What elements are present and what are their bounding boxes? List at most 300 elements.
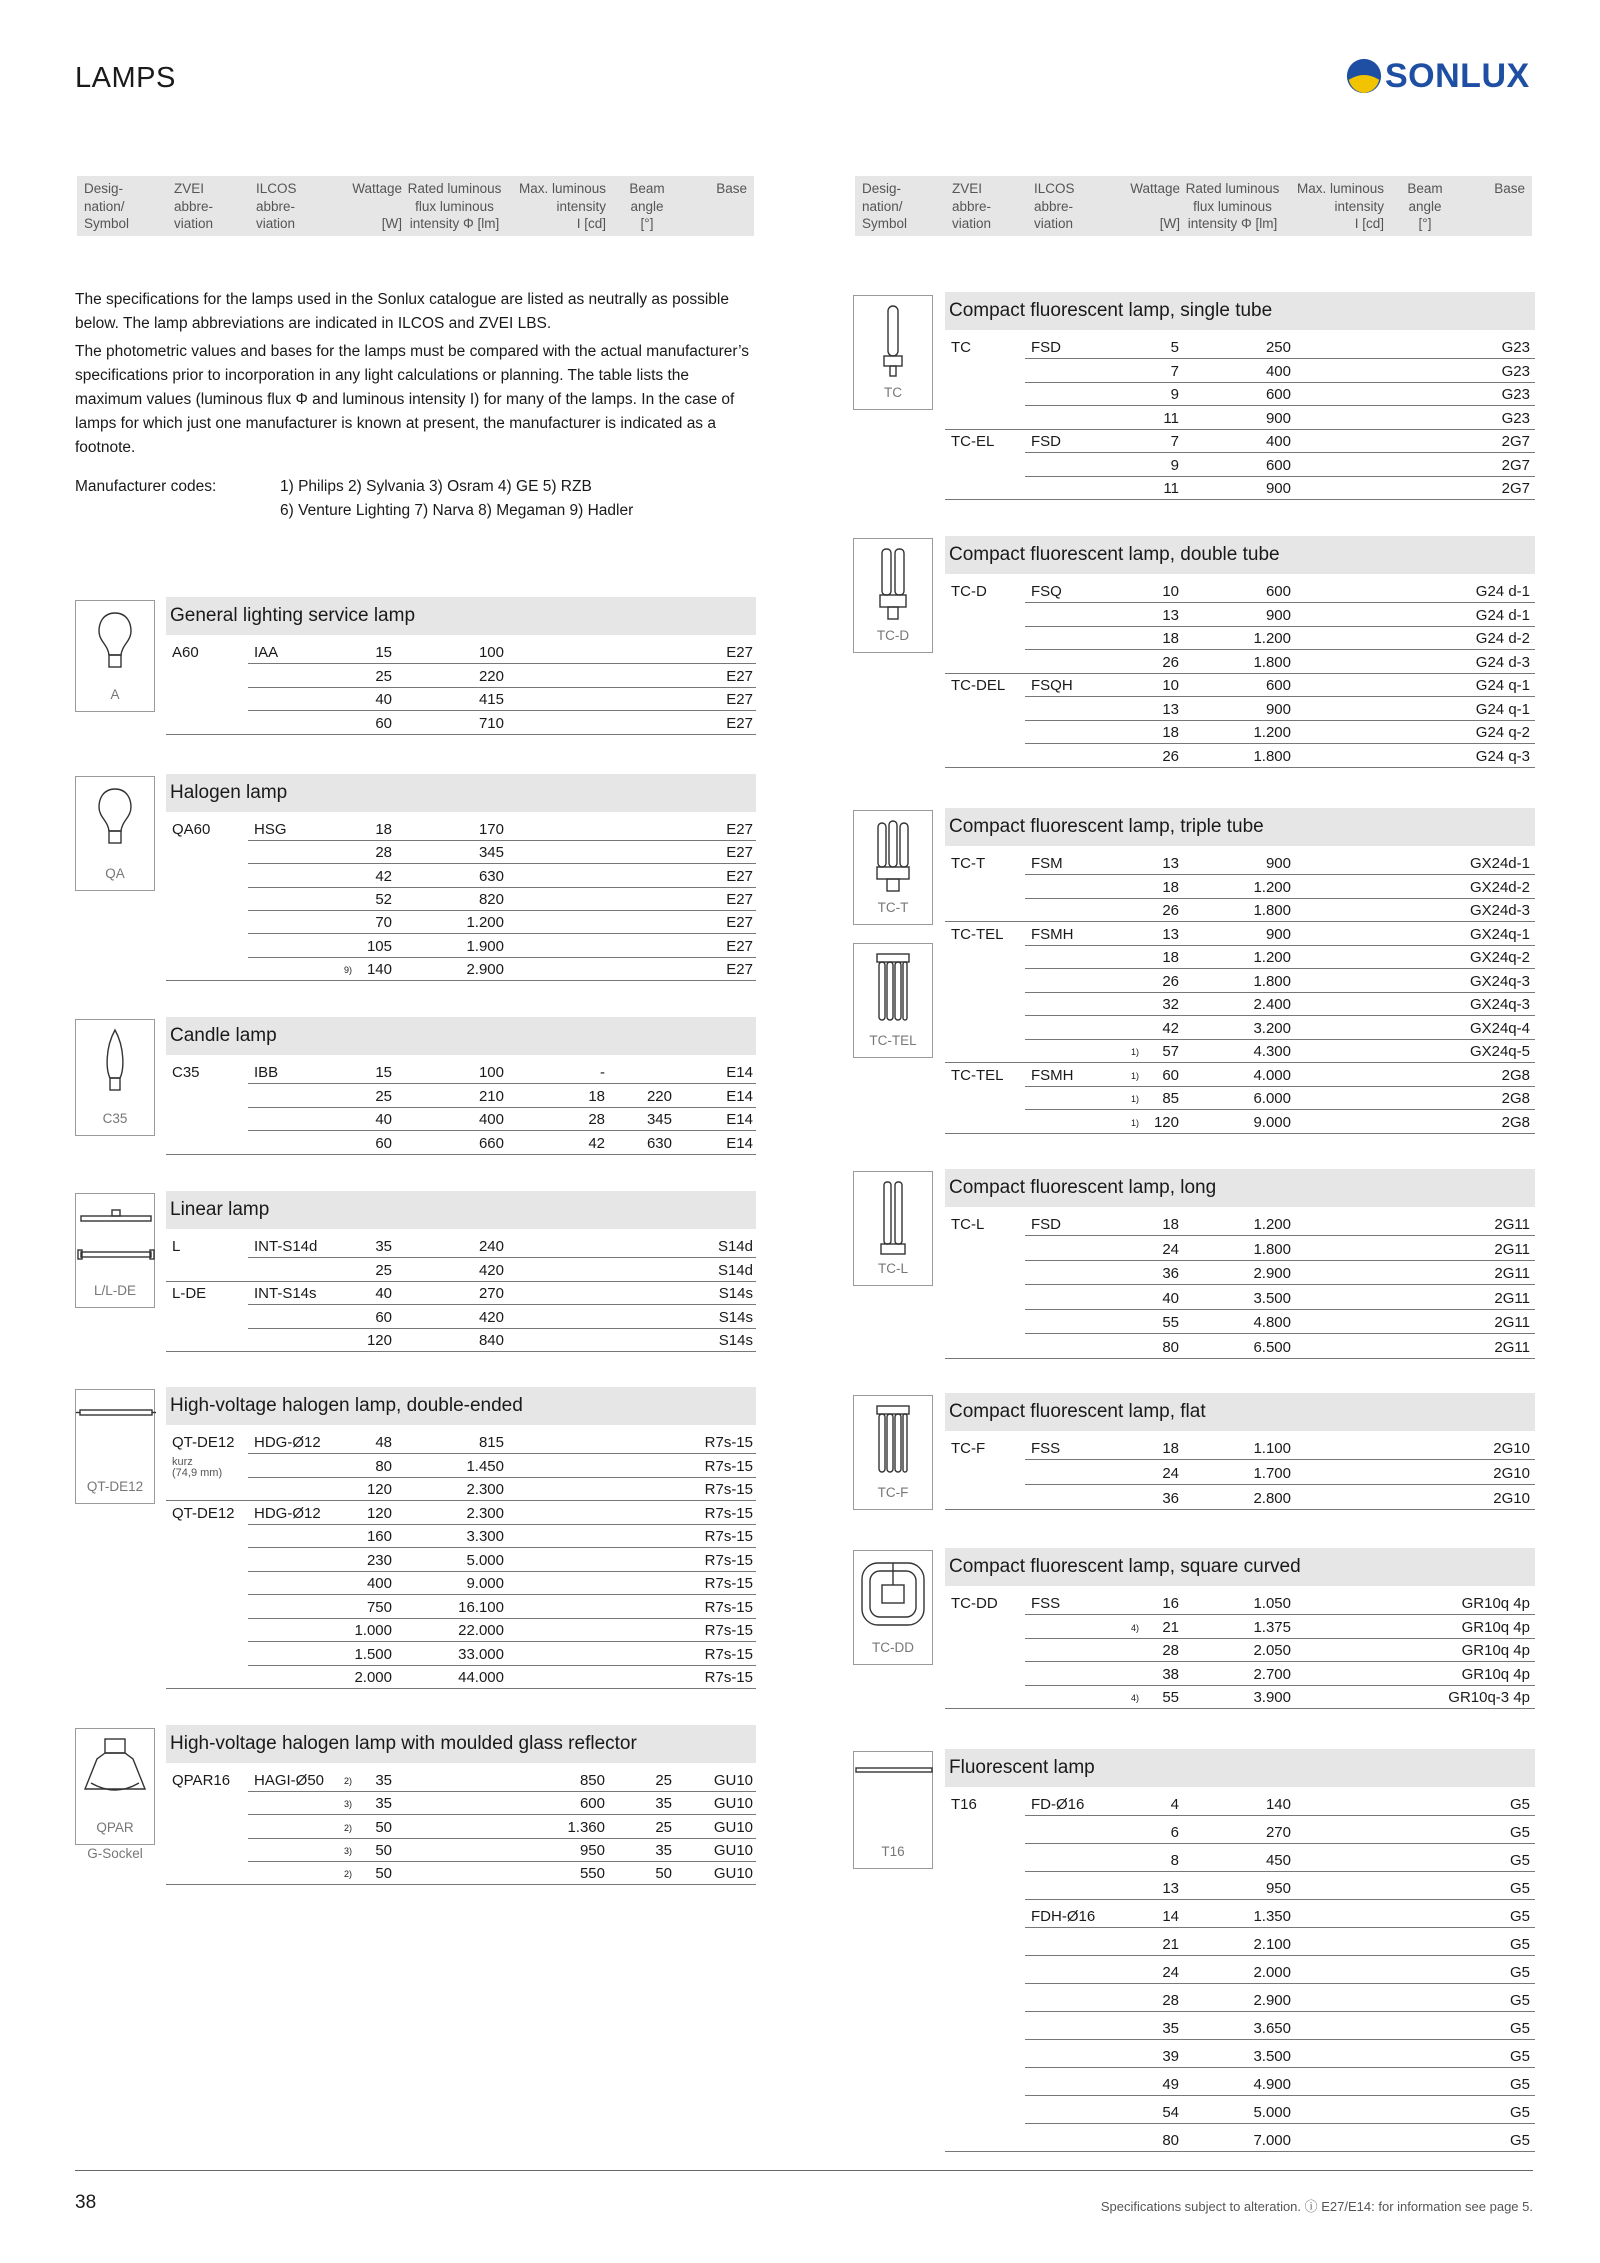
base-cell: 2G11 (1494, 1265, 1530, 1282)
table-row (0, 2101, 1600, 2124)
flux-cell: 6.000 (1253, 1090, 1291, 1107)
wattage-cell: 28 (1162, 1992, 1179, 2009)
ilcos-cell: HSG (254, 821, 287, 838)
wattage-cell: 18 (1162, 1440, 1179, 1457)
table-row (0, 336, 1600, 359)
designation-cell: TC-EL (951, 433, 995, 450)
col-ilcos: ILCOS abbre- viation (256, 181, 297, 231)
flux-cell: 1.900 (466, 937, 504, 955)
flux-cell: 4.800 (1253, 1314, 1291, 1331)
wattage-cell: 80 (1162, 2132, 1179, 2149)
table-row (0, 1905, 1600, 1928)
wattage-cell: 8 (1170, 1852, 1179, 1869)
table-row (0, 1525, 1600, 1548)
designation-cell: QPAR16 (172, 1772, 231, 1789)
table-row (0, 1087, 1600, 1110)
wattage-cell: 85 (1162, 1090, 1179, 1107)
base-cell: 2G11 (1494, 1338, 1530, 1356)
base-cell: GR10q-3 4p (1448, 1689, 1530, 1706)
manufacturer-footnote: 1) (1130, 1094, 1139, 1104)
wattage-cell: 24 (1162, 1240, 1179, 1258)
flux-cell: 400 (1265, 433, 1291, 450)
base-cell: E27 (726, 844, 753, 862)
table-row (0, 2045, 1600, 2068)
row-rule (1025, 1284, 1535, 1285)
wattage-cell: 50 (375, 1818, 392, 1836)
base-cell: G5 (1509, 1964, 1530, 1981)
base-cell: GU10 (713, 1795, 753, 1813)
flux-cell: 1.800 (1253, 972, 1291, 990)
base-cell: E27 (726, 890, 753, 908)
base-cell: GR10q 4p (1461, 1618, 1530, 1636)
lamp-section-title: Halogen lamp (166, 774, 756, 812)
flux-cell: 1.050 (1253, 1595, 1291, 1612)
table-row (0, 1686, 1600, 1709)
intensity-cell: 850 (579, 1772, 605, 1789)
table-row (0, 627, 1600, 650)
table-row (0, 1238, 1600, 1261)
manufacturer-codes-line: 1) Philips 2) Sylvania 3) Osram 4) GE 5) RZB (280, 478, 592, 495)
ilcos-cell: FDH-Ø16 (1031, 1908, 1096, 1925)
flux-cell: 1.800 (1253, 653, 1291, 671)
wattage-cell: 26 (1162, 972, 1179, 990)
table-row (0, 2073, 1600, 2096)
flux-cell: 900 (1265, 925, 1291, 943)
flux-cell: 400 (1265, 362, 1291, 380)
col-flux: Rated luminous flux luminous intensity Φ [lm] (407, 181, 502, 231)
wattage-cell: 36 (1162, 1265, 1179, 1282)
table-row (0, 1437, 1600, 1460)
wattage-cell: 230 (366, 1551, 392, 1569)
table-row (0, 1040, 1600, 1063)
lamp-symbol-caption: TC (884, 385, 902, 400)
base-cell: S14d (717, 1261, 753, 1279)
flux-cell: 420 (478, 1308, 504, 1326)
base-cell: GU10 (713, 1818, 753, 1836)
flux-cell: 900 (1265, 606, 1291, 624)
base-cell: G5 (1509, 1880, 1530, 1897)
flux-cell: 1.200 (1253, 630, 1291, 647)
flux-cell: 950 (1265, 1880, 1291, 1897)
base-cell: G5 (1509, 1796, 1530, 1813)
flux-cell: 7.000 (1253, 2132, 1291, 2149)
designation-cell: T16 (951, 1796, 977, 1813)
flux-cell: 2.900 (466, 960, 504, 978)
flux-cell: 450 (1265, 1852, 1291, 1869)
table-row (0, 1311, 1600, 1334)
manufacturer-codes-label: Manufacturer codes: (75, 478, 217, 495)
designation-cell: C35 (172, 1064, 200, 1081)
designation-cell: TC-L (951, 1216, 985, 1233)
wattage-cell: 7 (1170, 433, 1179, 450)
lamp-symbol-caption: QT-DE12 (86, 1479, 144, 1494)
wattage-cell: 13 (1162, 700, 1179, 718)
base-cell: E27 (726, 714, 753, 732)
flux-cell: 140 (1265, 1796, 1291, 1813)
wattage-cell: 21 (1162, 1618, 1179, 1636)
row-rule (945, 2151, 1535, 2152)
base-cell: G24 d-1 (1475, 583, 1530, 600)
base-cell: G23 (1501, 339, 1530, 356)
base-cell: 2G8 (1501, 1090, 1530, 1107)
wattage-cell: 25 (375, 667, 392, 685)
flux-cell: 2.300 (466, 1504, 504, 1522)
flux-cell: 820 (478, 890, 504, 908)
flux-cell: 815 (478, 1434, 504, 1451)
flux-cell: 1.350 (1253, 1908, 1291, 1925)
base-cell: GX24d-2 (1469, 878, 1530, 896)
intro-paragraph: The specifications for the lamps used in the Sonlux catalogue are listed as neutrally as possible below. The lamp abbreviations are indicated in ILCOS and ZVEI LBS. (75, 291, 729, 332)
col-beam: Beam angle [°] (1407, 181, 1443, 231)
ilcos-cell: HDG-Ø12 (254, 1504, 321, 1522)
table-row (0, 1213, 1600, 1236)
flux-cell: 1.200 (1253, 949, 1291, 966)
base-cell: G5 (1509, 1824, 1530, 1841)
designation-cell: QT-DE12 (172, 1434, 235, 1451)
ilcos-cell: HAGI-Ø50 (254, 1772, 325, 1789)
lamp-symbol-caption: T16 (881, 1844, 905, 1859)
ilcos-cell: FSD (1031, 433, 1061, 450)
flux-cell: 600 (1265, 677, 1291, 694)
wattage-cell: 120 (366, 1504, 392, 1522)
flux-cell: 2.900 (1253, 1265, 1291, 1282)
intensity-cell: 550 (579, 1865, 605, 1883)
flux-cell: 4.000 (1253, 1066, 1291, 1084)
base-cell: E27 (726, 691, 753, 708)
flux-cell: 9.000 (1253, 1113, 1291, 1131)
wattage-cell: 750 (366, 1598, 392, 1616)
wattage-cell: 80 (375, 1457, 392, 1475)
beam-angle-cell: 25 (655, 1818, 672, 1836)
base-cell: 2G7 (1501, 456, 1530, 474)
flux-cell: 22.000 (458, 1622, 504, 1639)
flux-cell: 250 (1265, 339, 1291, 356)
flux-cell: 100 (478, 1064, 504, 1081)
base-cell: G23 (1501, 362, 1530, 380)
wattage-cell: 60 (375, 714, 392, 732)
lamp-section-title: Compact fluorescent lamp, double tube (945, 536, 1535, 574)
row-rule (1025, 1899, 1535, 1900)
table-row (0, 674, 1600, 697)
col-ilcos: ILCOS abbre- viation (1034, 181, 1075, 231)
base-cell: 2G8 (1501, 1113, 1530, 1131)
flux-cell: 2.000 (1253, 1964, 1291, 1981)
row-rule (945, 1133, 1535, 1134)
wattage-cell: 49 (1162, 2076, 1179, 2093)
flux-cell: 270 (1265, 1824, 1291, 1841)
wattage-cell: 1.500 (354, 1645, 392, 1663)
flux-cell: 270 (478, 1285, 504, 1302)
wattage-cell: 9 (1170, 456, 1179, 474)
row-rule (1025, 1843, 1535, 1844)
table-row (0, 1111, 1600, 1134)
ilcos-cell: FSD (1031, 339, 1061, 356)
base-cell: S14d (717, 1238, 753, 1255)
beam-angle-cell: 630 (646, 1134, 672, 1152)
flux-cell: 1.450 (466, 1457, 504, 1475)
col-base: Base (1494, 181, 1525, 196)
wattage-cell: 15 (375, 644, 392, 661)
col-beam: Beam angle [°] (629, 181, 665, 231)
base-cell: R7s-15 (704, 1645, 753, 1663)
wattage-cell: 18 (1162, 630, 1179, 647)
table-row (0, 651, 1600, 674)
table-row (0, 1336, 1600, 1359)
row-rule (1025, 1815, 1535, 1816)
table-row (0, 430, 1600, 453)
flux-cell: 600 (1265, 386, 1291, 403)
base-cell: G5 (1509, 2048, 1530, 2065)
flux-cell: 1.200 (1253, 1216, 1291, 1233)
table-row (0, 407, 1600, 430)
flux-cell: 6.500 (1253, 1338, 1291, 1356)
base-cell: GX24q-1 (1469, 925, 1530, 943)
manufacturer-footnote: 2) (343, 1776, 352, 1786)
flux-cell: 3.650 (1253, 2020, 1291, 2037)
flux-cell: 3.200 (1253, 1019, 1291, 1037)
table-row (0, 946, 1600, 969)
designation-cell: L-DE (172, 1285, 207, 1302)
manufacturer-footnote: 1) (1130, 1117, 1139, 1128)
flux-cell: 1.800 (1253, 1240, 1291, 1258)
flux-cell: 420 (478, 1261, 504, 1279)
flux-cell: 5.000 (1253, 2104, 1291, 2121)
wattage-cell: 28 (1162, 1642, 1179, 1659)
flux-cell: 900 (1265, 409, 1291, 427)
row-rule (1025, 1260, 1535, 1261)
flux-cell: 3.500 (1253, 2048, 1291, 2065)
wattage-cell: 11 (1163, 409, 1179, 427)
base-cell: GX24q-2 (1469, 949, 1530, 966)
flux-cell: 2.700 (1253, 1665, 1291, 1683)
col-intensity: Max. luminous intensity I [cd] (1296, 181, 1384, 231)
base-cell: R7s-15 (704, 1622, 753, 1639)
base-cell: 2G10 (1493, 1440, 1530, 1457)
intensity-cell: 18 (588, 1087, 605, 1105)
wattage-cell: 52 (375, 890, 392, 908)
wattage-cell: 60 (375, 1134, 392, 1152)
col-desig: Desig- nation/ Symbol (84, 181, 130, 231)
designation-cell: TC-DD (951, 1595, 998, 1612)
wattage-cell: 10 (1162, 677, 1179, 694)
intensity-cell: 950 (579, 1841, 605, 1859)
lamp-symbol-caption: QPAR (96, 1820, 134, 1835)
lamp-section-title: General lighting service lamp (166, 597, 756, 635)
wattage-cell: 35 (1162, 2020, 1179, 2037)
flux-cell: 2.800 (1253, 1490, 1291, 1507)
table-row (0, 721, 1600, 744)
designation-cell: TC-TEL (951, 925, 1004, 943)
wattage-cell: 14 (1162, 1908, 1179, 1925)
flux-cell: 1.200 (1253, 724, 1291, 741)
flux-cell: 400 (478, 1111, 504, 1128)
flux-cell: 16.100 (458, 1598, 504, 1616)
beam-angle-cell: 35 (655, 1795, 672, 1813)
wattage-cell: 120 (1153, 1113, 1179, 1131)
flux-cell: 2.400 (1253, 996, 1291, 1013)
lamp-symbol-caption: TC-L (878, 1261, 908, 1276)
base-cell: E27 (726, 667, 753, 685)
wattage-cell: 18 (375, 821, 392, 838)
row-rule (945, 499, 1535, 500)
base-cell: GR10q 4p (1461, 1642, 1530, 1659)
base-cell: GX24q-5 (1469, 1043, 1530, 1060)
wattage-cell: 36 (1162, 1490, 1179, 1507)
flux-cell: 1.200 (466, 914, 504, 932)
flux-cell: 4.300 (1253, 1043, 1291, 1060)
wattage-cell: 7 (1170, 362, 1179, 380)
flux-cell: 240 (478, 1238, 504, 1255)
flux-cell: 630 (478, 867, 504, 885)
flux-cell: 3.900 (1253, 1689, 1291, 1706)
wattage-cell: 40 (375, 691, 392, 708)
wattage-cell: 28 (375, 844, 392, 862)
flux-cell: 900 (1265, 480, 1291, 497)
base-cell: 2G7 (1501, 480, 1530, 497)
wattage-cell: 18 (1162, 724, 1179, 741)
beam-angle-cell: 35 (655, 1841, 672, 1859)
ilcos-cell: FSQH (1031, 677, 1073, 694)
wattage-cell: 140 (366, 960, 392, 978)
base-cell: E27 (726, 821, 753, 838)
base-cell: 2G10 (1493, 1490, 1530, 1507)
base-cell: R7s-15 (704, 1457, 753, 1475)
ilcos-cell: INT-S14s (254, 1285, 317, 1302)
wattage-cell: 40 (375, 1111, 392, 1128)
designation-cell: A60 (172, 644, 199, 661)
ilcos-cell: HDG-Ø12 (254, 1434, 321, 1451)
intensity-cell: - (600, 1064, 605, 1081)
tube-h-lamp-icon (76, 1398, 154, 1433)
row-rule (1025, 1235, 1535, 1236)
base-cell: 2G11 (1494, 1314, 1530, 1331)
base-cell: E27 (726, 960, 753, 978)
flux-cell: 3.300 (466, 1528, 504, 1545)
ilcos-cell: FSQ (1031, 583, 1062, 600)
flux-cell: 900 (1265, 700, 1291, 718)
base-cell: G5 (1509, 1908, 1530, 1925)
wattage-cell: 160 (366, 1528, 392, 1545)
lamp-section-title: High-voltage halogen lamp, double-ended (166, 1387, 756, 1425)
table-row (0, 1961, 1600, 1984)
flux-cell: 710 (478, 714, 504, 732)
manufacturer-codes-line: 6) Venture Lighting 7) Narva 8) Megaman 9) Hadler (280, 502, 634, 519)
table-row (0, 360, 1600, 383)
footer-note: Specifications subject to alteration. ⓘ E27/E14: for information see page 5. (1100, 2199, 1533, 2214)
wattage-cell: 57 (1162, 1043, 1179, 1060)
brand-name: SONLUX (1385, 56, 1530, 95)
wattage-cell: 24 (1162, 1465, 1179, 1482)
beam-angle-cell: 220 (646, 1087, 672, 1105)
col-zvei: ZVEI abbre- viation (174, 181, 214, 231)
col-wattage: Wattage [W] (1130, 181, 1180, 231)
manufacturer-footnote: 2) (343, 1822, 352, 1833)
wattage-cell: 50 (375, 1841, 392, 1859)
flux-cell: 2.100 (1253, 1936, 1291, 1953)
t16-lamp-icon (854, 1760, 932, 1785)
flux-cell: 660 (478, 1134, 504, 1152)
wattage-cell: 42 (1162, 1019, 1179, 1037)
flux-cell: 4.900 (1253, 2076, 1291, 2093)
row-rule (1025, 2095, 1535, 2096)
column-header-right (855, 176, 1532, 236)
wattage-cell: 24 (1162, 1964, 1179, 1981)
lamp-symbol-caption: TC-D (876, 628, 910, 643)
flux-cell: 170 (478, 821, 504, 838)
flux-cell: 2.900 (1253, 1992, 1291, 2009)
lamp-symbol-caption: TC-F (877, 1485, 909, 1500)
base-cell: R7s-15 (704, 1575, 753, 1592)
flux-cell: 840 (478, 1332, 504, 1349)
row-rule (1025, 2039, 1535, 2040)
flux-cell: 2.300 (466, 1481, 504, 1498)
base-cell: G23 (1501, 386, 1530, 403)
flux-cell: 33.000 (458, 1645, 504, 1663)
table-row (0, 923, 1600, 946)
lamp-section-title: Fluorescent lamp (945, 1749, 1535, 1787)
wattage-cell: 120 (366, 1332, 392, 1349)
manufacturer-footnote: 2) (343, 1869, 352, 1880)
base-cell: E14 (726, 1087, 753, 1105)
lamp-section-title: Compact fluorescent lamp, triple tube (945, 808, 1535, 846)
flux-cell: 345 (478, 844, 504, 862)
wattage-cell: 25 (375, 1261, 392, 1279)
table-row (0, 1821, 1600, 1844)
lamp-section-title: Candle lamp (166, 1017, 756, 1055)
wattage-cell: 25 (375, 1087, 392, 1105)
wattage-cell: 13 (1162, 855, 1179, 872)
wattage-cell: 35 (375, 1772, 392, 1789)
base-cell: G5 (1509, 1852, 1530, 1869)
base-cell: 2G11 (1494, 1289, 1530, 1307)
col-desig: Desig- nation/ Symbol (862, 181, 908, 231)
base-cell: R7s-15 (704, 1598, 753, 1616)
flux-cell: 600 (1265, 583, 1291, 600)
base-cell: G23 (1501, 409, 1530, 427)
wattage-cell: 42 (375, 867, 392, 885)
table-row (0, 1262, 1600, 1285)
base-cell: GR10q 4p (1461, 1595, 1530, 1612)
base-cell: GX24d-1 (1469, 855, 1530, 872)
ilcos-cell: INT-S14d (254, 1238, 318, 1255)
sonlux-logo-icon (1345, 57, 1383, 95)
table-row (0, 993, 1600, 1016)
lamp-section-title: Linear lamp (166, 1191, 756, 1229)
wattage-cell: 60 (375, 1308, 392, 1326)
table-row (0, 1462, 1600, 1485)
wattage-cell: 1.000 (354, 1622, 392, 1639)
row-rule (1025, 2067, 1535, 2068)
lamp-symbol-caption: TC-DD (872, 1640, 914, 1655)
table-row (0, 383, 1600, 406)
flux-cell: 100 (478, 644, 504, 661)
base-cell: S14s (718, 1308, 753, 1326)
manufacturer-footnote: 4) (1130, 1622, 1139, 1633)
table-row (0, 580, 1600, 603)
flux-cell: 1.100 (1253, 1440, 1291, 1457)
flux-cell: 1.700 (1253, 1465, 1291, 1482)
ilcos-cell: FSM (1031, 855, 1063, 872)
row-rule (1025, 1333, 1535, 1334)
base-cell: E14 (726, 1064, 753, 1081)
table-row (0, 454, 1600, 477)
wattage-cell: 16 (1162, 1595, 1179, 1612)
base-cell: R7s-15 (704, 1669, 753, 1686)
column-header-left (77, 176, 754, 236)
table-row (0, 1287, 1600, 1310)
beam-angle-cell: 25 (655, 1772, 672, 1789)
flux-cell: 600 (1265, 456, 1291, 474)
